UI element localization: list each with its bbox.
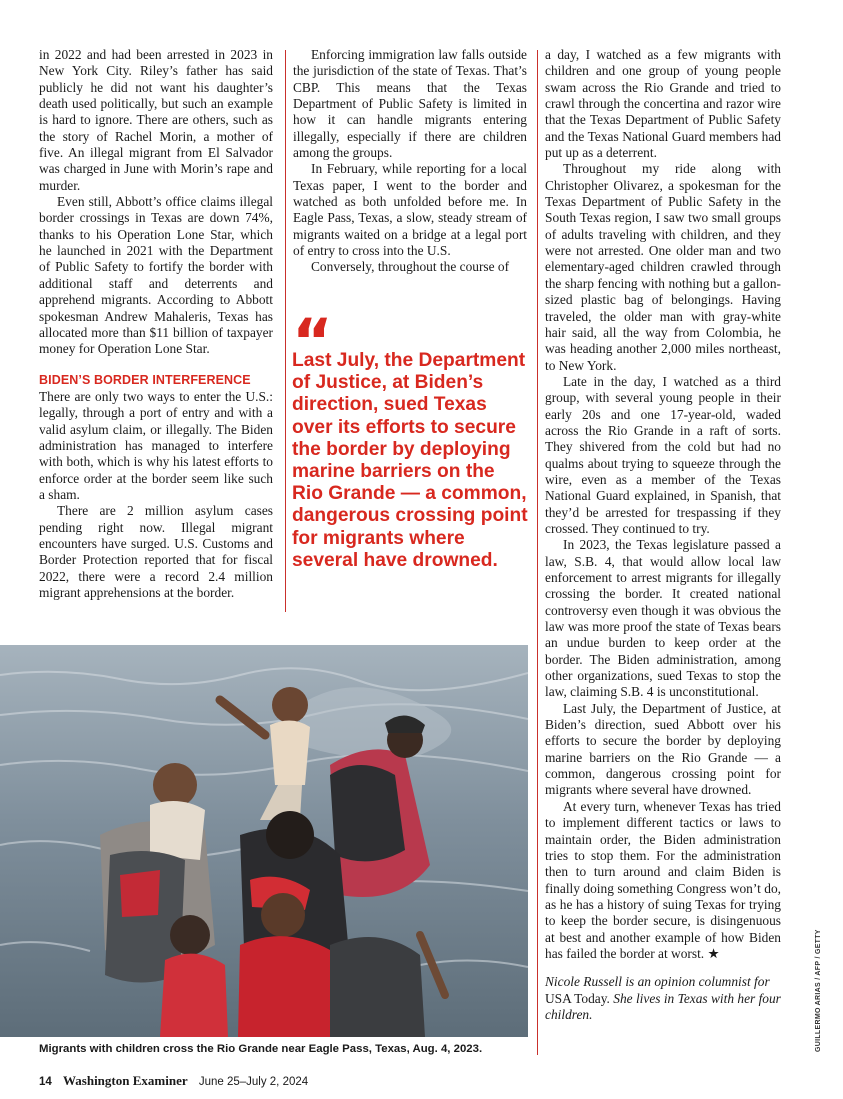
bio-text: Nicole Russell is an opinion columnist for [545,974,770,990]
page-footer [39,1073,308,1089]
article-column-3 [545,47,781,1023]
body-paragraph: Even still, Abbott’s office claims illegal border crossings in Texas are down 74%, thanks to his Operation Lone Star, which he launched in 2021 with the Department of Public Safety to fortify the border with additional staff and deterrents and apprehend migrants. According to Abbott spokesman Andrew Mahaleris, Texas has allocated more than $11 billion of taxpayer money for Operation Lone Star. [39,194,273,357]
article-column-1 [39,47,273,601]
page-number: 14 [39,1076,52,1088]
column-divider [285,50,286,612]
body-paragraph: Throughout my ride along with Christopher Olivarez, a spokesman for the Texas Department of Public Safety in the South Texas region, I saw two small groups of adults traveling with children, and they were not arrested. One older man and two elementary-aged children crawled through the sharp fencing with nothing but a gallon-sized plastic bag of belongings. Having traveled, the older man with gray-white hair said, all the way from Colombia, he was heading another 2,000 miles northeast, to New York. [545,161,781,373]
article-column-2 [293,47,527,276]
body-paragraph: Late in the day, I watched as a third group, with several young people in their early 20s and one 17-year-old, waded across the Rio Grande in a raft of sorts. They shivered from the cold but had no qualms about trying to squeeze through the wire, even as a member of the Texas National Guard explained, in Spanish, that they’d be arrested for trespassing if they crossed. They continued to try. [545,373,781,536]
section-subhead: BIDEN’S BORDER INTERFERENCE [39,372,251,387]
photo-credit: GUILLERMO ARIAS / AFP / GETTY [815,929,822,1052]
body-paragraph: in 2022 and had been arrested in 2023 in New York City. Riley’s father has said publicly he did not want his daughter’s death used politically, but such an example is hard to ignore. There are others, such as the story of Rachel Morin, a mother of five. An illegal migrant from El Salvador was charged in June with Morin’s rape and murder. [39,47,273,193]
quote-mark-icon: “ [292,305,333,378]
article-photo [0,645,528,1037]
bio-outlet: USA Today. [545,990,610,1006]
photo-caption: Migrants with children cross the Rio Grande near Eagle Pass, Texas, Aug. 4, 2023. [39,1043,483,1055]
author-bio [545,974,781,1023]
body-paragraph: There are only two ways to enter the U.S.: legally, through a port of entry and with a valid asylum claim, or illegally. The Biden administration has managed to interfere with both, which is why his latest efforts to enforce order at the border seem like such a sham. [39,388,273,502]
body-paragraph: a day, I watched as a few migrants with children and one group of young people swam across the Rio Grande and tried to crawl through the concertina and razor wire that the Texas Department of Public Safety and the Texas National Guard members had put up as a deterrent. [545,47,781,161]
migrants-river-image [0,645,528,1037]
body-paragraph: At every turn, whenever Texas has tried to implement different tactics or laws to maintain order, the Biden administration tries to stop them. For the administration then to turn around and claim Biden is finally doing something Congress won’t do, as he has a history of suing Texas for trying to keep the border secure, is disingenuous at best and another example of how Biden has failed the border at worst. ★ [545,798,781,961]
bio-text: She lives in Texas with her four children. [545,990,781,1022]
body-paragraph: Conversely, throughout the course of [311,259,510,275]
body-paragraph: In 2023, the Texas legislature passed a law, S.B. 4, that would allow local law enforcement to arrest migrants for illegally crossing the border. It created national controversy even though it was obvious the law was more proof the state of Texas bears an undue burden to keep order at the border. The Biden administration, among other organizations, sued Texas to stop the law, claiming S.B. 4 is unconstitutional. [545,537,781,700]
issue-date: June 25–July 2, 2024 [198,1076,309,1088]
column-divider [537,50,538,1055]
pull-quote: Last July, the Department of Justice, at Biden’s direction, sued Texas over its efforts to secure the border by deploying marine barriers on the Rio Grande — a common, dangerous crossing point for migrants where several have drowned. [292,350,528,571]
body-paragraph: In February, while reporting for a local Texas paper, I went to the border and watched as both unfolded before me. In Eagle Pass, Texas, a slow, steady stream of migrants waited on a bridge at a legal port of entry to cross into the U.S. [293,161,527,259]
body-paragraph: Enforcing immigration law falls outside the jurisdiction of the state of Texas. That’s CBP. This means that the Texas Department of Public Safety is limited in how it can handle migrants entering illegally, especially if there are children among the groups. [293,47,527,161]
body-paragraph: Last July, the Department of Justice, at Biden’s direction, sued Abbott over his efforts to secure the border by deploying marine barriers on the Rio Grande — a common, dangerous crossing point for migrants where several have drowned. [545,700,781,798]
publication-name: Washington Examiner [63,1073,188,1088]
body-paragraph: There are 2 million asylum cases pending right now. Illegal migrant encounters have surged. U.S. Customs and Border Protection reported that for fiscal 2022, there were a record 2.4 million migrant apprehensions at the border. [39,503,273,600]
